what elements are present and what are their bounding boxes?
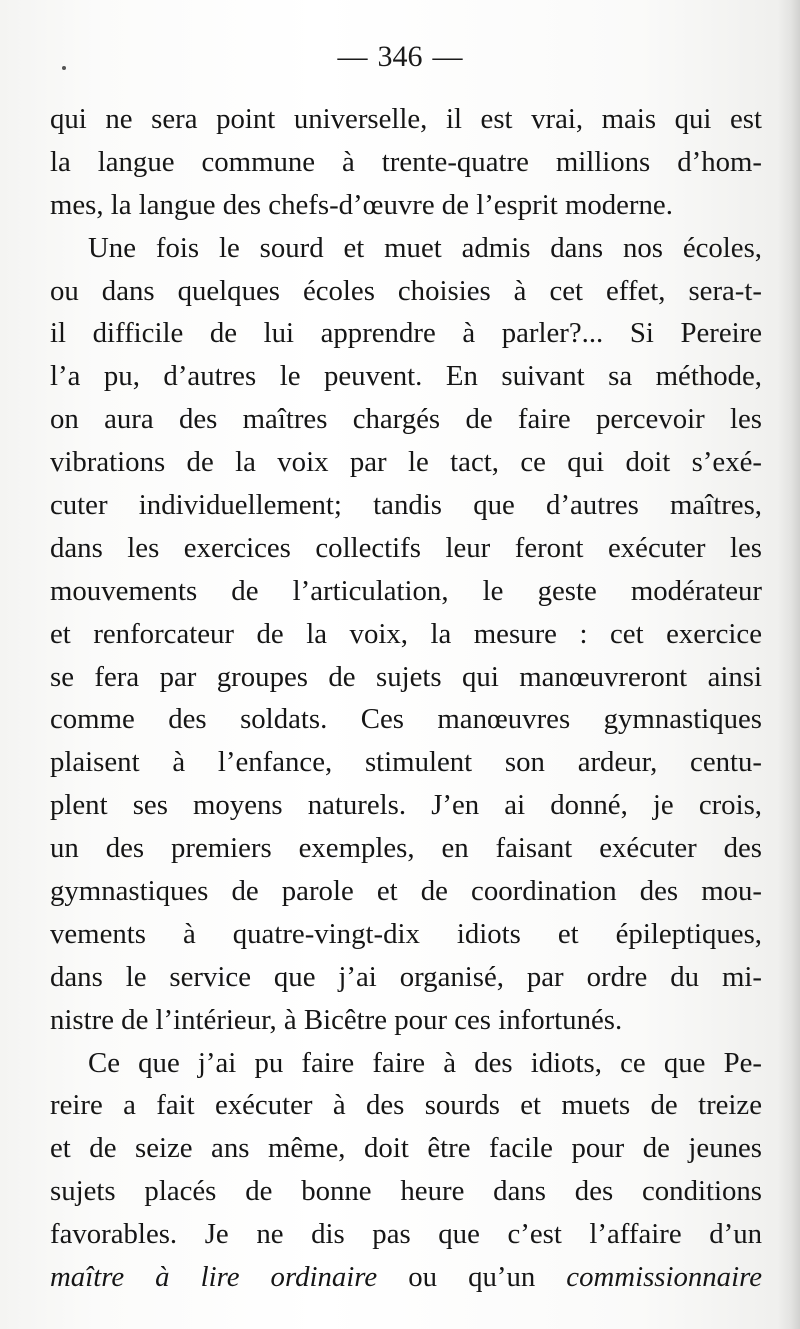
text-line: un des premiers exemples, en faisant exécuter des: [50, 832, 762, 865]
text-line: la langue commune à trente-quatre millions d’hom-: [50, 145, 762, 178]
text-line: reire a fait exécuter à des sourds et muets de treize: [50, 1089, 762, 1122]
text-line: nistre de l’intérieur, à Bicêtre pour ces infortunés.: [50, 1003, 623, 1036]
text-line: mes, la langue des chefs-d’œuvre de l’esprit moderne.: [50, 188, 673, 221]
text-line: se fera par groupes de sujets qui manœuvreront ainsi: [50, 660, 762, 693]
print-speck: [62, 66, 66, 70]
paragraph-start-line: Ce que j’ai pu faire faire à des idiots, ce que Pe-: [88, 1046, 762, 1079]
text-line: gymnastiques de parole et de coordination des mou-: [50, 875, 762, 908]
text-line: vements à quatre-vingt-dix idiots et épileptiques,: [50, 917, 762, 950]
page-edge-shadow: [778, 0, 800, 1329]
text-line: [50, 1256, 762, 1299]
page-number-value: 346: [377, 40, 423, 73]
text-line: dans le service que j’ai organisé, par ordre du mi-: [50, 960, 762, 993]
text-line: cuter individuellement; tandis que d’autres maîtres,: [50, 489, 762, 522]
text-line: comme des soldats. Ces manœuvres gymnastiques: [50, 703, 762, 736]
text-line: et de seize ans même, doit être facile pour de jeunes: [50, 1132, 762, 1165]
italic-phrase: maître à lire ordinaire: [50, 1261, 378, 1294]
text-line: l’a pu, d’autres le peuvent. En suivant sa méthode,: [50, 360, 762, 393]
text-line: on aura des maîtres chargés de faire percevoir les: [50, 403, 762, 436]
text-line: plaisent à l’enfance, stimulent son ardeur, centu-: [50, 746, 762, 779]
paragraph-start-line: Une fois le sourd et muet admis dans nos écoles,: [88, 231, 762, 264]
text-line: favorables. Je ne dis pas que c’est l’affaire d’un: [50, 1218, 762, 1251]
text-line: mouvements de l’articulation, le geste modérateur: [50, 574, 762, 607]
page-number: [0, 40, 800, 74]
page-number-dash-left: —: [337, 40, 368, 73]
body-text: [50, 98, 762, 1299]
text-line: il difficile de lui apprendre à parler?... Si Pereire: [50, 317, 762, 350]
text-line: qui ne sera point universelle, il est vrai, mais qui est: [50, 103, 762, 135]
text-line: et renforcateur de la voix, la mesure : cet exercice: [50, 617, 762, 650]
text-line: sujets placés de bonne heure dans des conditions: [50, 1175, 762, 1208]
text-line: plent ses moyens naturels. J’en ai donné, je crois,: [50, 789, 762, 822]
text-line: ou dans quelques écoles choisies à cet effet, sera-t-: [50, 274, 762, 307]
text-line: vibrations de la voix par le tact, ce qui doit s’exé-: [50, 446, 762, 479]
text-line: dans les exercices collectifs leur feront exécuter les: [50, 531, 762, 564]
text-fragment: ou qu’un: [377, 1261, 567, 1294]
page-number-dash-right: —: [432, 40, 463, 73]
italic-phrase: commissionnaire: [566, 1261, 762, 1294]
